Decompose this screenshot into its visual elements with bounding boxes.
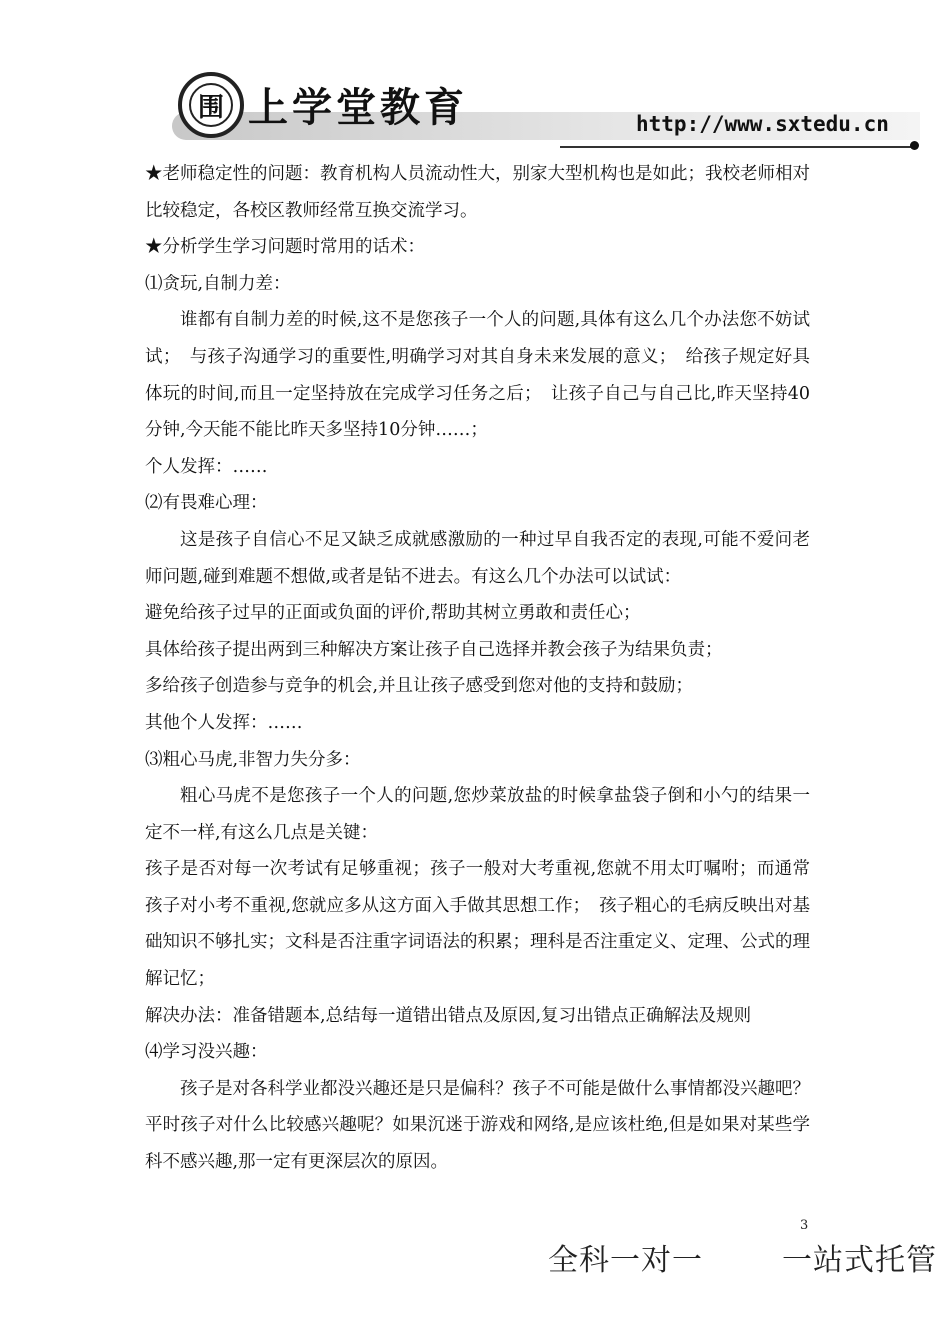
paragraph-fear-tip-3: 多给孩子创造参与竞争的机会,并且让孩子感受到您对他的支持和鼓励； (145, 676, 694, 697)
document-body (145, 156, 810, 1181)
paragraph-fear: 这是孩子自信心不足又缺乏成就感激励的一种过早自我否定的表现,可能不爱问老师问题,碰到难题不想做,或者是钻不进去。有这么几个办法可以试试： (145, 529, 810, 587)
paragraph-careless: 粗心马虎不是您孩子一个人的问题,您炒菜放盐的时候拿盐袋子倒和小勺的结果一定不一样,有这么几点是关键： (145, 786, 810, 843)
paragraph-fear-tip-1: 避免给孩子过早的正面或负面的评价,帮助其树立勇敢和责任心； (145, 603, 641, 624)
paragraph-personal-1: 个人发挥：…… (145, 456, 268, 477)
page-number: 3 (800, 1218, 809, 1233)
paragraph-playful: 谁都有自制力差的时候,这不是您孩子一个人的问题,具体有这么几个办法您不妨试试； 与孩子沟通学习的重要性,明确学习对其自身未来发展的意义； 给孩子规定好具体玩的时间,而且一定坚持放在完成学习任务之后； 让孩子自己与自己比,昨天坚持40分钟,今天能不能比昨天多坚持10分钟……； (145, 310, 810, 441)
logo-seal-icon (178, 72, 244, 138)
logo-seal-glyph: 围 (189, 83, 233, 127)
footer-slogan-left: 全科一对一 (548, 1243, 703, 1278)
paragraph-interest: 孩子是对各科学业都没兴趣还是只是偏科？孩子不可能是做什么事情都没兴趣吧？平时孩子对什么比较感兴趣呢？如果沉迷于游戏和网络,是应该杜绝,但是如果对某些学科不感兴趣,那一定有更深层次的原因。 (145, 1078, 810, 1173)
paragraph-fear-tip-2: 具体给孩子提出两到三种解决方案让孩子自己选择并教会孩子为结果负责； (145, 639, 723, 660)
paragraph-careless-detail: 孩子是否对每一次考试有足够重视；孩子一般对大考重视,您就不用太叮嘱咐；而通常孩子对小考不重视,您就应多从这方面入手做其思想工作； 孩子粗心的毛病反映出对基础知识不够扎实；文科是否注重字词语法的积累；理科是否注重定义、定理、公式的理解记忆； (145, 859, 810, 990)
paragraph-personal-2: 其他个人发挥：…… (145, 712, 303, 733)
page-header (0, 0, 950, 160)
paragraph-careless-solution: 解决办法：准备错题本,总结每一道错出错点及原因,复习出错点正确解法及规则 (145, 1005, 752, 1026)
header-dot (910, 141, 919, 150)
item-heading-fear: ⑵有畏难心理： (145, 493, 268, 514)
paragraph-teacher-stability: ★老师稳定性的问题：教育机构人员流动性大，别家大型机构也是如此；我校老师相对比较稳定，各校区教师经常互换交流学习。 (145, 164, 810, 221)
header-url: http://www.sxtedu.cn (636, 112, 889, 136)
header-divider (560, 146, 918, 148)
item-heading-playful: ⑴贪玩,自制力差： (145, 273, 291, 294)
section-heading-scripts: ★分析学生学习问题时常用的话术： (145, 237, 425, 258)
item-heading-careless: ⑶粗心马虎,非智力失分多： (145, 749, 361, 770)
item-heading-interest: ⑷学习没兴趣： (145, 1042, 268, 1063)
footer-slogan-right: 一站式托管 (782, 1243, 937, 1278)
brand-name: 上学堂教育 (248, 85, 468, 131)
